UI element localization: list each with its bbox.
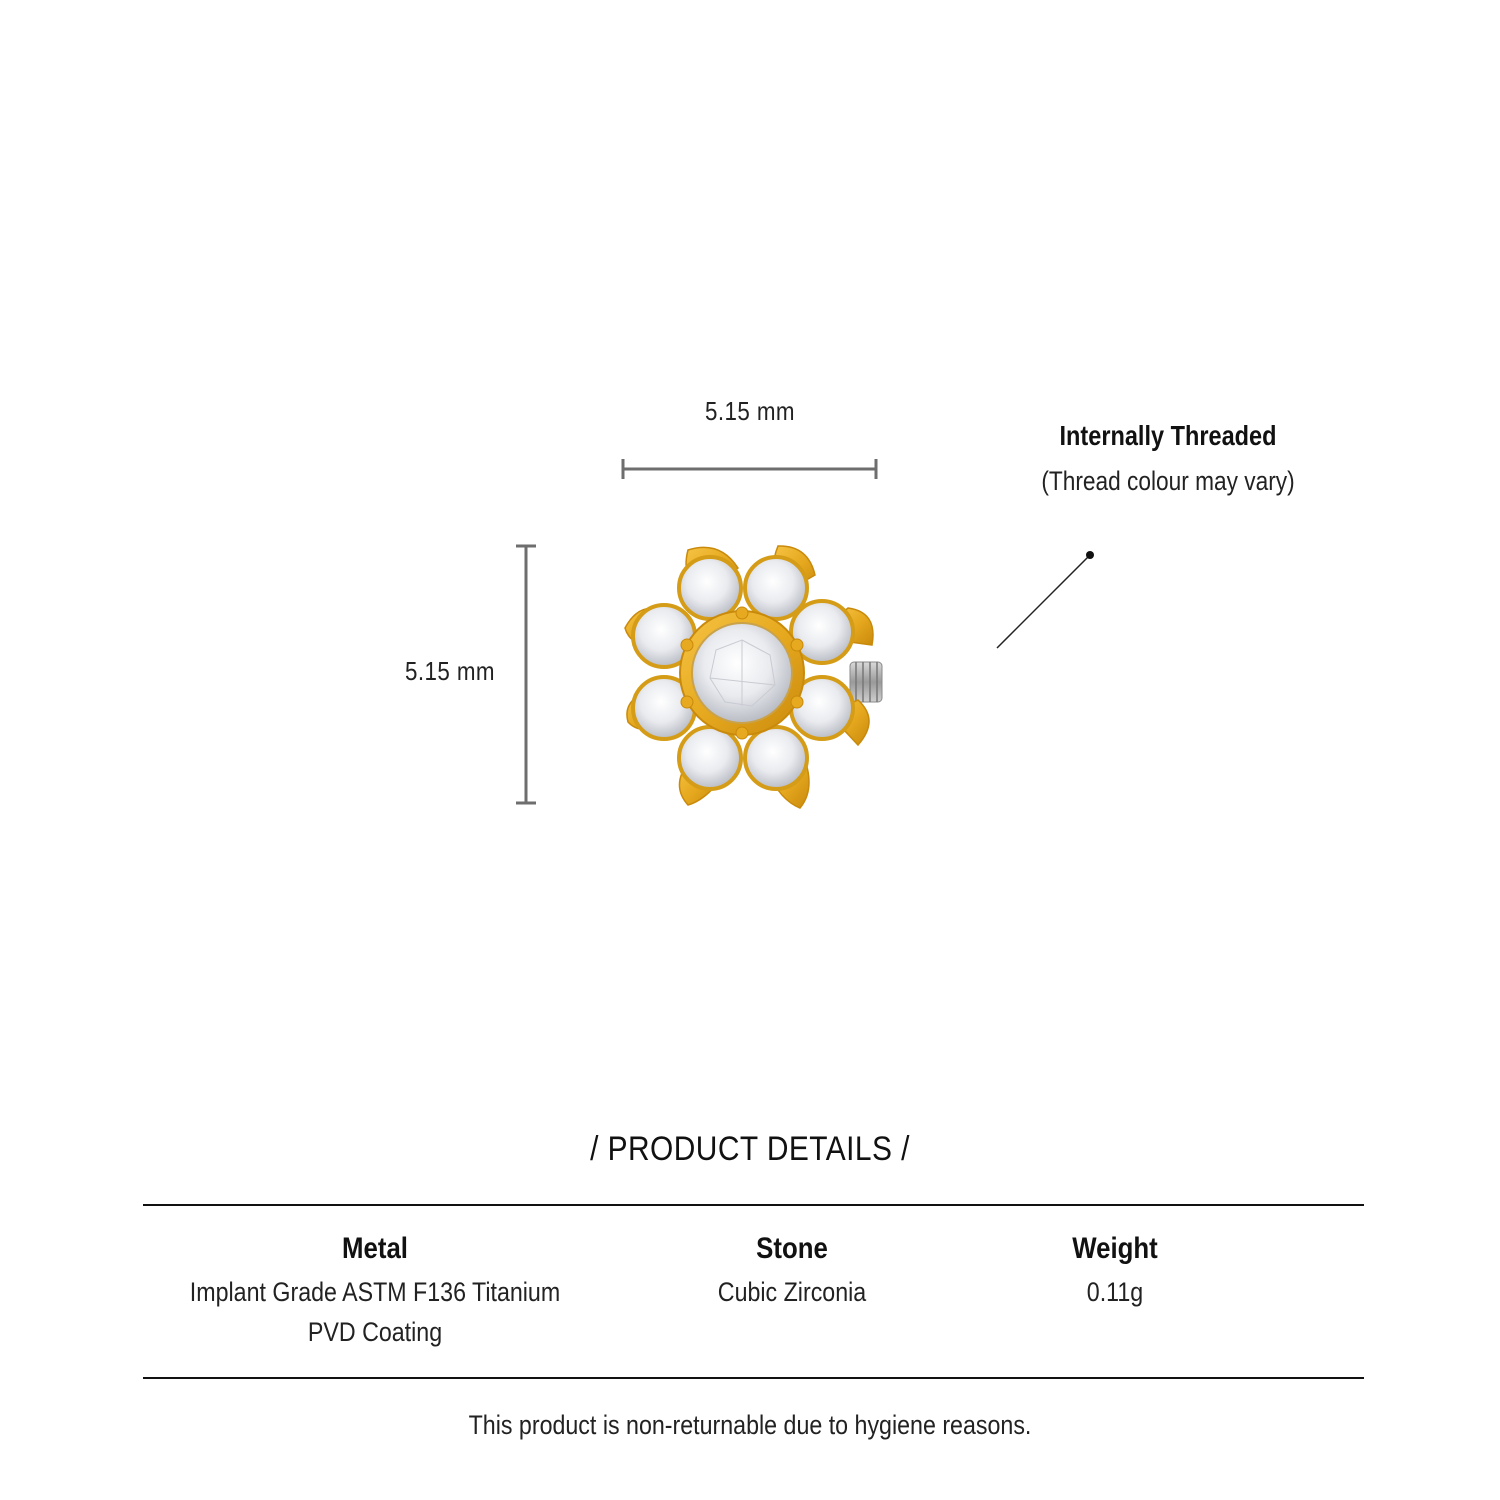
weight-label: Weight (1072, 1232, 1158, 1265)
return-policy-note: This product is non-returnable due to hygiene reasons. (468, 1410, 1032, 1440)
threaded-post (850, 662, 882, 702)
thread-type-title: Internally Threaded (1059, 420, 1277, 451)
height-dimension-label: 5.15 mm (404, 656, 496, 686)
weight-value: 0.11g (1086, 1277, 1144, 1307)
metal-value-line1: Implant Grade ASTM F136 Titanium (189, 1277, 561, 1307)
stone-label: Stone (756, 1232, 828, 1265)
width-measure-line (623, 459, 876, 479)
thread-pointer (997, 551, 1094, 648)
metal-label: Metal (342, 1232, 408, 1265)
flower-stud (625, 546, 873, 808)
metal-value-line2: PVD Coating (307, 1317, 443, 1347)
stone-column (592, 1232, 992, 1312)
divider-bottom (143, 1377, 1364, 1379)
product-details-heading: / PRODUCT DETAILS / (590, 1130, 910, 1168)
width-dimension-label: 5.15 mm (704, 396, 796, 426)
divider-top (143, 1204, 1364, 1206)
weight-column (965, 1232, 1265, 1312)
stone-value: Cubic Zirconia (717, 1277, 867, 1307)
metal-column (125, 1232, 625, 1352)
thread-colour-note: (Thread colour may vary) (1041, 466, 1295, 496)
height-measure-line (516, 546, 536, 803)
